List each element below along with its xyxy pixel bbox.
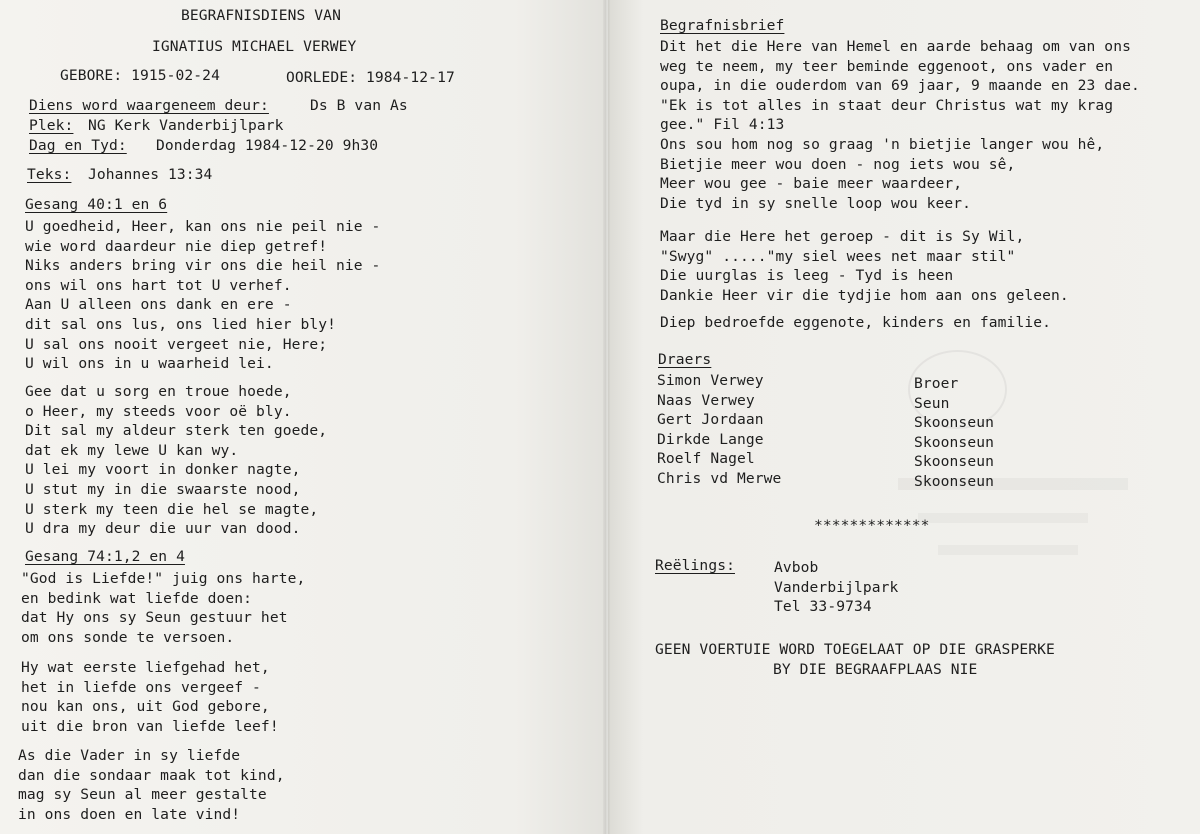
arrangements-label: Reëlings: xyxy=(655,557,735,574)
bleed-through-mark xyxy=(938,545,1078,555)
bearers-relations xyxy=(914,374,994,492)
bearer-name: Dirkde Lange xyxy=(657,430,764,448)
text-value: Johannes 13:34 xyxy=(88,166,213,183)
vehicle-notice-line-1: GEEN VOERTUIE WORD TOEGELAAT OP DIE GRASPERKE xyxy=(655,641,1055,658)
hymn-1-stanza-1 xyxy=(25,217,380,374)
letter-line: Die uurglas is leeg - Tyd is heen xyxy=(660,267,954,285)
family-signoff: Diep bedroefde eggenote, kinders en familie. xyxy=(660,314,1051,331)
verse-line: dit sal ons lus, ons lied hier bly! xyxy=(25,315,337,333)
death-date: OORLEDE: 1984-12-17 xyxy=(286,69,455,86)
verse-line: mag sy Seun al meer gestalte xyxy=(18,786,267,804)
verse-line: het in liefde ons vergeef - xyxy=(21,678,261,696)
arrangements-details xyxy=(774,558,898,617)
verse-line: in ons doen en late vind! xyxy=(18,805,241,823)
verse-line: om ons sonde te versoen. xyxy=(21,628,235,646)
bearer-name: Chris vd Merwe xyxy=(657,469,782,487)
letter-line: oupa, in die ouderdom van 69 jaar, 9 maande en 23 dae. xyxy=(660,77,1140,95)
verse-line: nou kan ons, uit God gebore, xyxy=(21,698,270,716)
bearer-name: Simon Verwey xyxy=(657,372,764,389)
verse-line: dat ek my lewe U kan wy. xyxy=(25,441,239,459)
bearer-relation: Skoonseun xyxy=(914,472,994,490)
verse-line: U lei my voort in donker nagte, xyxy=(25,461,301,479)
verse-line: Aan U alleen ons dank en ere - xyxy=(25,296,292,314)
verse-line: Hy wat eerste liefgehad het, xyxy=(21,659,270,676)
bearer-name: Gert Jordaan xyxy=(657,411,764,429)
verse-line: U sterk my teen die hel se magte, xyxy=(25,500,319,518)
verse-line: As die Vader in sy liefde xyxy=(18,747,241,764)
letter-line: Meer wou gee - baie meer waardeer, xyxy=(660,175,963,193)
bearer-relation: Broer xyxy=(914,375,959,392)
letter-line: "Swyg" ....."my siel wees net maar stil" xyxy=(660,247,1016,265)
vehicle-notice-line-2: BY DIE BEGRAAFPLAAS NIE xyxy=(773,661,978,678)
bearer-relation: Skoonseun xyxy=(914,414,994,432)
undertaker-town: Vanderbijlpark xyxy=(774,578,899,596)
verse-line: U sal ons nooit vergeet nie, Here; xyxy=(25,335,328,353)
letter-line: gee." Fil 4:13 xyxy=(660,116,785,134)
officiant-label: Diens word waargeneem deur: xyxy=(29,97,269,114)
letter-line: "Ek is tot alles in staat deur Christus wat my krag xyxy=(660,96,1114,114)
verse-line: U stut my in die swaarste nood, xyxy=(25,480,301,498)
letter-line: Ons sou hom nog so graag 'n bietjie langer wou hê, xyxy=(660,135,1105,153)
letter-title: Begrafnisbrief xyxy=(660,17,785,34)
hymn-2-stanza-2 xyxy=(21,658,279,736)
bearers-title: Draers xyxy=(658,351,712,368)
bearer-relation: Seun xyxy=(914,394,950,412)
letter-paragraph-1 xyxy=(660,37,1140,213)
verse-line: U dra my deur die uur van dood. xyxy=(25,520,301,538)
undertaker-name: Avbob xyxy=(774,559,819,576)
hymn-1-stanza-2 xyxy=(25,382,327,539)
verse-line: U goedheid, Heer, kan ons nie peil nie - xyxy=(25,218,381,235)
bearer-relation: Skoonseun xyxy=(914,433,994,451)
verse-line: dan die sondaar maak tot kind, xyxy=(18,766,285,784)
document-title: BEGRAFNISDIENS VAN xyxy=(181,7,341,24)
date-time-value: Donderdag 1984-12-20 9h30 xyxy=(156,137,379,154)
verse-line: Gee dat u sorg en troue hoede, xyxy=(25,383,292,400)
hymn-2-title: Gesang 74:1,2 en 4 xyxy=(25,548,185,565)
letter-line: Die tyd in sy snelle loop wou keer. xyxy=(660,194,972,212)
hymn-1-title: Gesang 40:1 en 6 xyxy=(25,196,168,213)
bearer-name: Roelf Nagel xyxy=(657,450,755,468)
bearer-name: Naas Verwey xyxy=(657,391,755,409)
hymn-2-stanza-3 xyxy=(18,746,285,824)
place-label: Plek: xyxy=(29,117,74,134)
verse-line: "God is Liefde!" juig ons harte, xyxy=(21,570,306,587)
letter-paragraph-2 xyxy=(660,227,1069,305)
separator-stars: ************* xyxy=(814,517,930,534)
letter-line: weg te neem, my teer beminde eggenoot, ons vader en xyxy=(660,57,1114,75)
letter-line: Bietjie meer wou doen - nog iets wou sê, xyxy=(660,155,1016,173)
text-label: Teks: xyxy=(27,166,72,183)
right-page xyxy=(608,0,1200,834)
verse-line: U wil ons in u waarheid lei. xyxy=(25,355,274,373)
verse-line: uit die bron van liefde leef! xyxy=(21,717,279,735)
verse-line: Dit sal my aldeur sterk ten goede, xyxy=(25,422,328,440)
verse-line: ons wil ons hart tot U verhef. xyxy=(25,276,292,294)
verse-line: en bedink wat liefde doen: xyxy=(21,589,253,607)
letter-line: Dit het die Here van Hemel en aarde behaag om van ons xyxy=(660,38,1131,55)
bearers-names xyxy=(657,371,781,489)
place-value: NG Kerk Vanderbijlpark xyxy=(88,117,284,134)
verse-line: o Heer, my steeds voor oë bly. xyxy=(25,402,292,420)
deceased-name: IGNATIUS MICHAEL VERWEY xyxy=(152,38,357,55)
undertaker-phone: Tel 33-9734 xyxy=(774,598,872,616)
letter-line: Dankie Heer vir die tydjie hom aan ons geleen. xyxy=(660,286,1069,304)
page-fold xyxy=(603,0,610,834)
hymn-2-stanza-1 xyxy=(21,569,305,647)
bleed-through-mark xyxy=(918,513,1088,523)
officiant-value: Ds B van As xyxy=(310,97,408,114)
verse-line: wie word daardeur nie diep getref! xyxy=(25,237,328,255)
birth-date: GEBORE: 1915-02-24 xyxy=(60,67,220,84)
letter-line: Maar die Here het geroep - dit is Sy Wil, xyxy=(660,228,1025,245)
verse-line: Niks anders bring vir ons die heil nie - xyxy=(25,257,381,275)
verse-line: dat Hy ons sy Seun gestuur het xyxy=(21,609,288,627)
bearer-relation: Skoonseun xyxy=(914,453,994,471)
date-time-label: Dag en Tyd: xyxy=(29,137,127,154)
